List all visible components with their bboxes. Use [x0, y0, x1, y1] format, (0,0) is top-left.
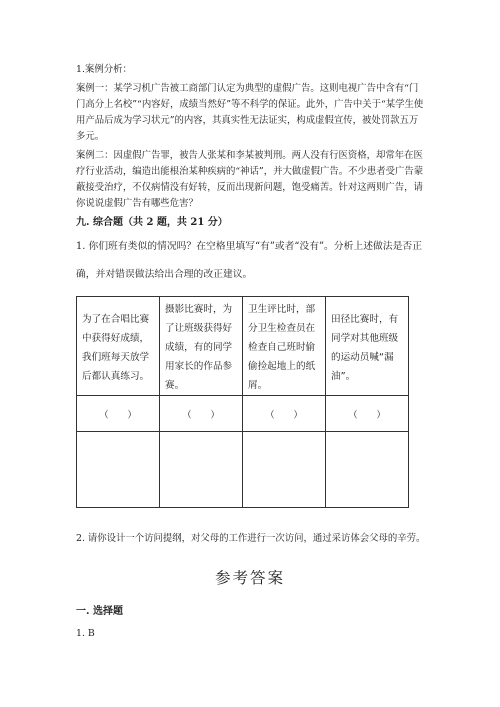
survey-table [76, 296, 409, 508]
table-row-suggestions [77, 432, 409, 508]
answer-title: 参考答案 [214, 569, 285, 587]
table-cell-3: 卫生评比时，部分卫生检查员在检查自己班时偷偷捡起地上的纸屑。 [243, 297, 326, 396]
case-two-text: 案例二：因虚假广告罪，被告人张某和李某被判刑。两人没有行医资格，却常年在医疗行业活动，编造出能根治某种疾病的“神话”，并大做虚假广告。不少患者受广告蒙蔽接受治疗，不仅病情没有好转，反而出现新问题，饱受痛苦。针对这两则广告，请你说说虚假广告有哪些危害？ [76, 150, 424, 209]
answer-section-title: 一. 选择题 [76, 606, 123, 617]
suggestion-blank-3[interactable] [243, 432, 326, 508]
question-one-text: 1. 你们班有类似的情况吗？在空格里填写“有”或者“没有”。分析上述做法是否正确，并对错误做法给出合理的改正建议。 [76, 241, 422, 280]
answer-blank-1[interactable]: （ ） [77, 396, 160, 432]
answer-item-1: 1. B [76, 628, 95, 639]
suggestion-blank-4[interactable] [326, 432, 409, 508]
case-heading: 1.案例分析： [76, 64, 132, 75]
answer-blank-2[interactable]: （ ） [160, 396, 243, 432]
section-nine-title: 九. 综合题（共 2 题，共 21 分） [76, 217, 228, 228]
suggestion-blank-1[interactable] [77, 432, 160, 508]
table-cell-1: 为了在合唱比赛中获得好成绩，我们班每天放学后都认真练习。 [77, 297, 160, 396]
answer-blank-4[interactable]: （ ） [326, 396, 409, 432]
table-row-descriptions [77, 297, 409, 396]
table-cell-4: 田径比赛时，有同学对其他班级的运动员喊“漏油”。 [326, 297, 409, 396]
suggestion-blank-2[interactable] [160, 432, 243, 508]
table-row-answers [77, 396, 409, 432]
table-cell-2: 摄影比赛时，为了让班级获得好成绩，有的同学用家长的作品参赛。 [160, 297, 243, 396]
question-two-text: 2. 请你设计一个访问提纲，对父母的工作进行一次访问，通过采访体会父母的辛劳。 [76, 533, 426, 544]
case-one-text: 案例一：某学习机广告被工商部门认定为典型的虚假广告。这则电视广告中含有“门门高分上名校”“内容好，成绩当然好”等不科学的保证。此外，广告中关于“某学生使用产品后成为学习状元”的内容，其真实性无法证实，构成虚假宣传，被处罚款五万多元。 [76, 83, 424, 142]
answer-blank-3[interactable]: （ ） [243, 396, 326, 432]
